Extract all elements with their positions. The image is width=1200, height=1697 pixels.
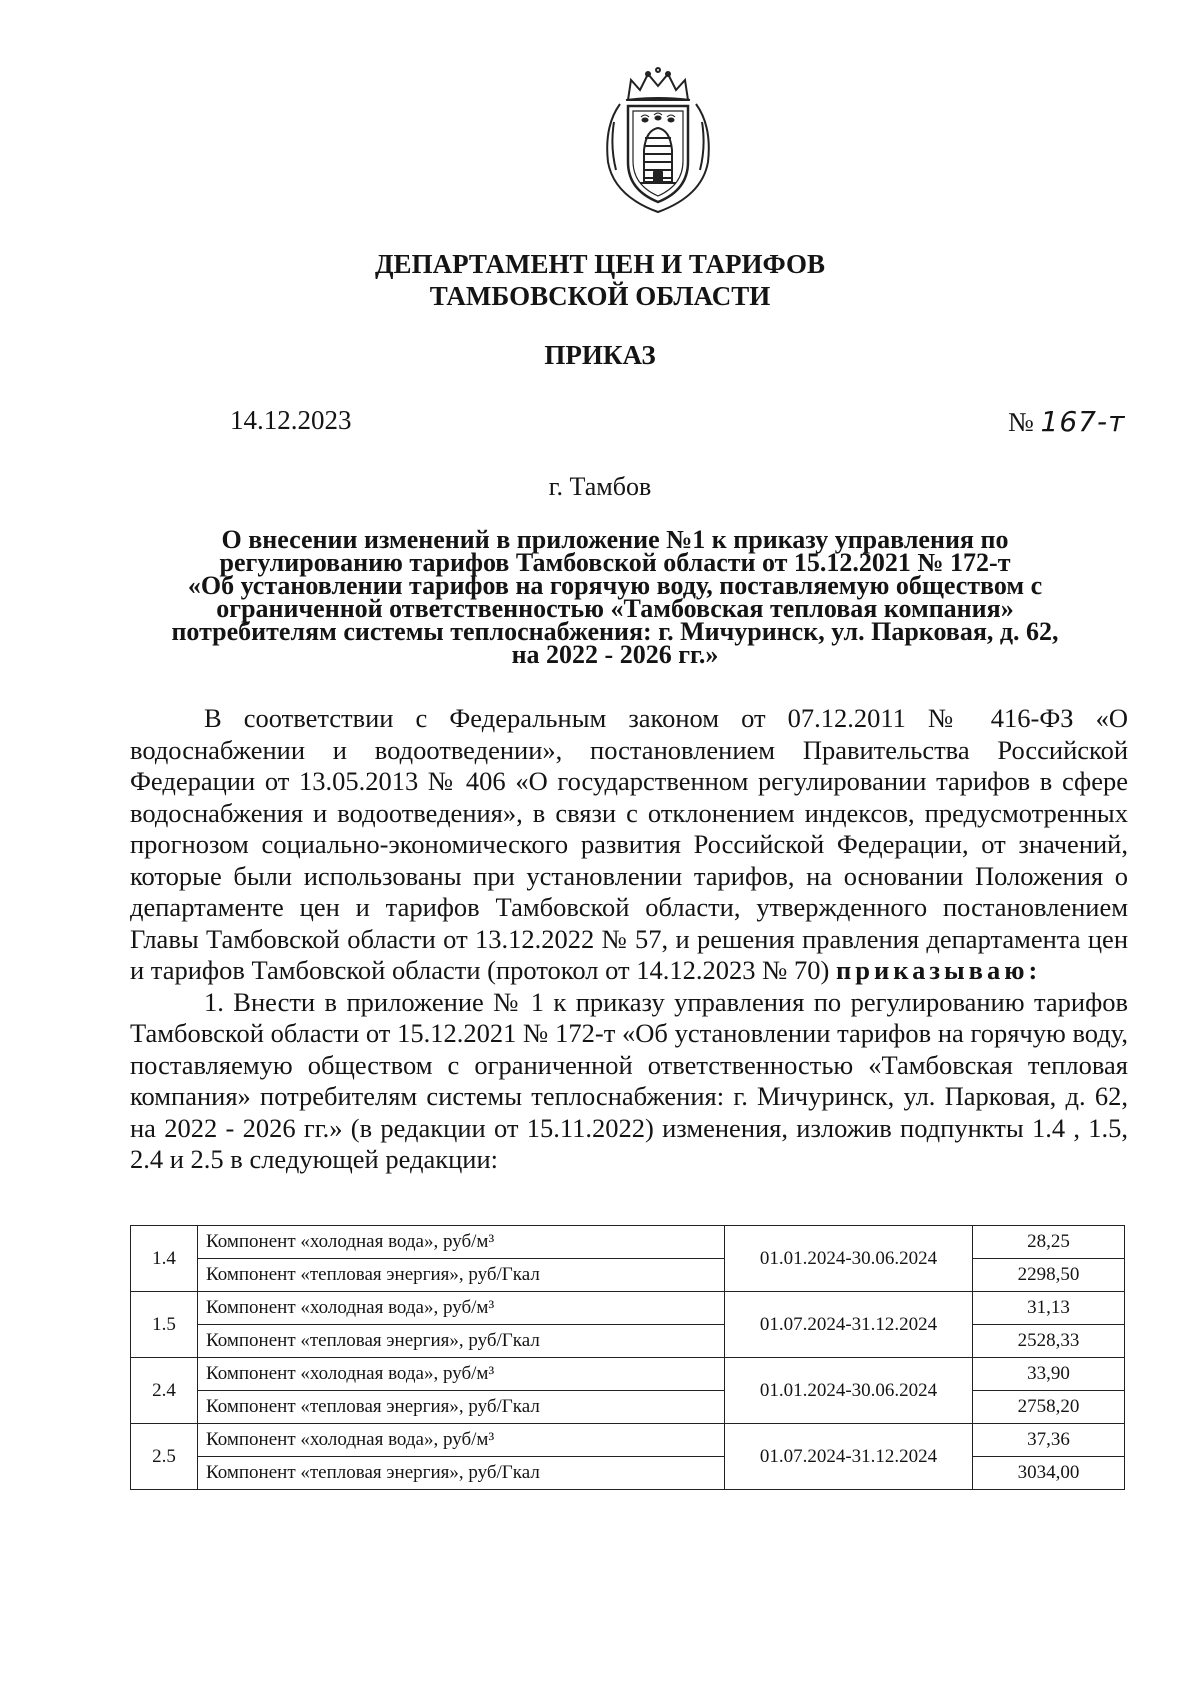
title-line: регулированию тарифов Тамбовской области от 15.12.2021 № 172-т [219,548,1011,577]
document-number [1008,405,1125,438]
document-type: ПРИКАЗ [544,340,656,370]
table-row [131,1358,1125,1391]
table-row [131,1226,1125,1259]
period-cell: 01.01.2024-30.06.2024 [725,1226,973,1292]
coat-of-arms-emblem [598,66,718,214]
title-line: О внесении изменений в приложение №1 к приказу управления по [221,525,1009,554]
department-line-1: ДЕПАРТАМЕНТ ЦЕН И ТАРИФОВ [374,249,826,279]
value-cell: 2528,33 [973,1325,1125,1358]
row-code: 2.4 [131,1358,198,1424]
row-code: 1.4 [131,1226,198,1292]
table-row [131,1424,1125,1457]
period-cell: 01.07.2024-31.12.2024 [725,1424,973,1490]
component-cell: Компонент «тепловая энергия», руб/Гкал [198,1259,725,1292]
city: г. Тамбов [548,472,652,501]
value-cell: 2298,50 [973,1259,1125,1292]
document-body [130,703,1128,1176]
value-cell: 2758,20 [973,1391,1125,1424]
document-title [130,525,1100,669]
table-row [131,1292,1125,1325]
title-line: на 2022 - 2026 гг.» [511,640,719,669]
order-word: приказываю: [835,955,1042,985]
row-code: 2.5 [131,1424,198,1490]
table-row [131,1325,1125,1358]
period-cell: 01.07.2024-31.12.2024 [725,1292,973,1358]
table-row [131,1457,1125,1490]
value-cell: 31,13 [973,1292,1125,1325]
title-line: потребителям системы теплоснабжения: г. Мичуринск, ул. Парковая, д. 62, [171,617,1059,646]
component-cell: Компонент «холодная вода», руб/м³ [198,1424,725,1457]
tariff-table [130,1225,1125,1490]
title-line: ограниченной ответственностью «Тамбовская тепловая компания» [216,594,1014,623]
period-cell: 01.01.2024-30.06.2024 [725,1358,973,1424]
item-1-paragraph: 1. Внести в приложение № 1 к приказу управления по регулированию тарифов Тамбовской области от 15.12.2021 № 172-т «Об установлении тарифов на горячую воду, поставляемую обществом с ограниченной ответственностью «Тамбовская тепловая компания» потребителям системы теплоснабжения: г. Мичуринск, ул. Парковая, д. 62, на 2022 - 2026 гг.» (в редакции от 15.11.2022) изменения, изложив подпункты 1.4 , 1.5, 2.4 и 2.5 в следующей редакции: [130,986,1128,1174]
value-cell: 3034,00 [973,1457,1125,1490]
value-cell: 33,90 [973,1358,1125,1391]
department-name [0,248,1200,312]
value-cell: 28,25 [973,1226,1125,1259]
table-row [131,1391,1125,1424]
document-date: 14.12.2023 [230,405,352,435]
row-code: 1.5 [131,1292,198,1358]
component-cell: Компонент «тепловая энергия», руб/Гкал [198,1457,725,1490]
preamble-text: В соответствии с Федеральным законом от 07.12.2011 № 416-ФЗ «О водоснабжении и водоотведении», постановлением Правительства Российской Федерации от 13.05.2013 № 406 «О государственном регулировании тарифов в сфере водоснабжения и водоотведения», в связи с отклонением индексов, предусмотренных прогнозом социально-экономического развития Российской Федерации, от значений, которые были использованы при установлении тарифов, на основании Положения о департаменте цен и тарифов Тамбовской области, утвержденного постановлением Главы Тамбовской области от 13.12.2022 № 57, и решения правления департамента цен и тарифов Тамбовской области (протокол от 14.12.2023 № 70) [130,703,1128,985]
handwritten-number: 167-т [1040,405,1126,438]
component-cell: Компонент «тепловая энергия», руб/Гкал [198,1391,725,1424]
component-cell: Компонент «тепловая энергия», руб/Гкал [198,1325,725,1358]
number-prefix: № [1008,407,1034,437]
preamble-paragraph [130,703,1128,987]
value-cell: 37,36 [973,1424,1125,1457]
table-row [131,1259,1125,1292]
department-line-2: ТАМБОВСКОЙ ОБЛАСТИ [429,281,771,311]
component-cell: Компонент «холодная вода», руб/м³ [198,1358,725,1391]
title-line: «Об установлении тарифов на горячую воду, поставляемую обществом с [187,571,1043,600]
component-cell: Компонент «холодная вода», руб/м³ [198,1292,725,1325]
component-cell: Компонент «холодная вода», руб/м³ [198,1226,725,1259]
